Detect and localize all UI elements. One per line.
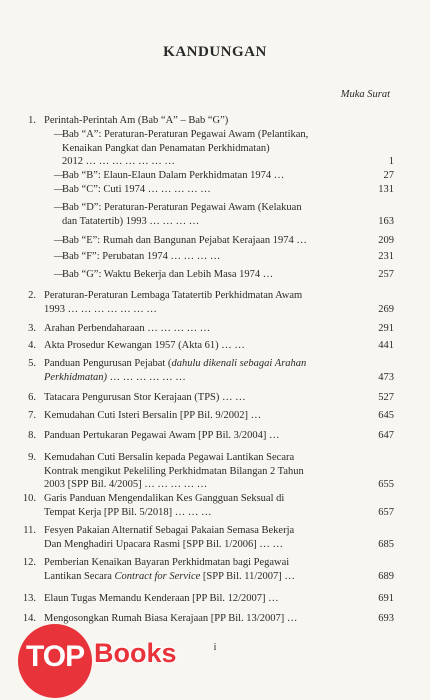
toc-entry-line: Bab “D”: Peraturan-Peraturan Pegawai Awam (Kelakuan <box>62 202 302 213</box>
toc-entry-title <box>44 451 354 492</box>
toc-entry-number: 11. <box>23 525 36 536</box>
toc-entry-line: Tempat Kerja [PP Bil. 5/2018] … … … <box>44 506 212 518</box>
column-header-page: Muka Surat <box>340 89 390 100</box>
page-title: KANDUNGAN <box>163 44 267 60</box>
watermark-top-text: TOP <box>26 640 85 673</box>
toc-entry-dash: — <box>54 202 65 213</box>
topbooks-watermark <box>12 622 202 688</box>
toc-entry-title <box>44 524 354 551</box>
toc-entry-title <box>62 234 354 248</box>
toc-entry-title <box>44 429 354 443</box>
toc-entry-page: 691 <box>378 593 394 604</box>
toc-entry-number: 13. <box>22 593 36 604</box>
toc-entry-page: 473 <box>378 371 394 383</box>
toc-entry-number: 1. <box>28 115 36 126</box>
toc-entry-dash: — <box>54 269 65 280</box>
toc-entry-title <box>44 322 354 336</box>
toc-entry-page: 27 <box>383 170 394 181</box>
toc-entry-line: Bab “G”: Waktu Bekerja dan Lebih Masa 1974 … <box>62 269 274 280</box>
toc-entry-line: 2012 … … … … … … … <box>62 156 175 167</box>
toc-entry-line: Elaun Tugas Memandu Kenderaan [PP Bil. 12/2007] … <box>44 593 279 604</box>
toc-entry-page: 655 <box>378 479 394 490</box>
toc-entry-title <box>44 391 354 405</box>
toc-entry-line: Garis Panduan Mengendalikan Kes Gangguan Seksual di <box>44 493 285 504</box>
toc-entry-page: 441 <box>378 340 394 351</box>
toc-entry-line: 2003 [SPP Bil. 4/2005] … … … … … <box>44 479 208 490</box>
footer-page-number: i <box>213 642 217 653</box>
toc-entry-line: Kontrak mengikut Pekeliling Perkhidmatan Bilangan 2 Tahun <box>44 465 304 477</box>
toc-entry-line: Peraturan-Peraturan Lembaga Tatatertib Perkhidmatan Awam <box>44 290 303 301</box>
toc-entry-number: 8. <box>28 430 36 441</box>
toc-entry-line: Fesyen Pakaian Alternatif Sebagai Pakaian Semasa Bekerja <box>44 525 295 536</box>
toc-entry-number: 14. <box>22 613 36 624</box>
toc-entry-dash: — <box>54 251 65 262</box>
toc-entry-number: 4. <box>28 340 36 351</box>
toc-entry-page: 645 <box>378 410 394 421</box>
toc-entry-title <box>44 357 354 384</box>
toc-entry-title <box>62 183 354 197</box>
toc-entry-page: 209 <box>378 235 394 246</box>
toc-entry-line: Bab “B”: Elaun-Elaun Dalam Perkhidmatan 1974 … <box>62 170 285 181</box>
toc-entry-line: Pemberian Kenaikan Bayaran Perkhidmatan bagi Pegawai <box>44 557 290 568</box>
toc-entry-dash: — <box>54 170 65 181</box>
toc-entry-page: 257 <box>378 269 394 280</box>
toc-entry-page: 291 <box>378 323 394 334</box>
toc-entry-line: Kemudahan Cuti Isteri Bersalin [PP Bil. 9/2002] … <box>44 410 262 421</box>
toc-entry-page: 163 <box>378 215 394 227</box>
toc-entry-number: 7. <box>28 410 36 421</box>
toc-entry-title <box>62 128 354 169</box>
toc-entry-line: Bab “A”: Peraturan-Peraturan Pegawai Awam (Pelantikan, <box>62 129 309 140</box>
toc-entry-page: 693 <box>378 613 394 624</box>
toc-entry-page: 1 <box>388 156 394 167</box>
toc-entry-title <box>44 556 354 583</box>
toc-entry-line: Lantikan Secara Contract for Service [SPP Bil. 11/2007] … <box>44 570 295 582</box>
toc-entry-title <box>62 169 354 183</box>
toc-entry-line: Bab “F”: Perubatan 1974 … … … … <box>62 251 221 262</box>
toc-entry-page: 657 <box>378 506 394 518</box>
toc-entry-page: 269 <box>378 303 394 315</box>
toc-entry-line: dan Tatatertib) 1993 … … … … <box>62 215 200 227</box>
toc-entry-title <box>44 114 354 128</box>
toc-entry-line: Kenaikan Pangkat dan Penamatan Perkhidmatan) <box>62 142 270 154</box>
toc-entry-number: 5. <box>28 358 36 369</box>
toc-entry-page: 527 <box>378 392 394 403</box>
toc-entry-line: 1993 … … … … … … … <box>44 303 157 315</box>
toc-entry-number: 6. <box>28 392 36 403</box>
toc-entry-page: 685 <box>378 538 394 550</box>
toc-entry-line: Panduan Pertukaran Pegawai Awam [PP Bil. 3/2004] … <box>44 430 280 441</box>
toc-entry-line: Bab “C”: Cuti 1974 … … … … … <box>62 184 211 195</box>
toc-entry-dash: — <box>54 129 65 140</box>
toc-entry-title <box>44 409 354 423</box>
toc-entry-line: Perintah-Perintah Am (Bab “A” – Bab “G”) <box>44 115 229 126</box>
toc-entry-page: 647 <box>378 430 394 441</box>
toc-entry-title <box>62 268 354 282</box>
toc-entry-line: Akta Prosedur Kewangan 1957 (Akta 61) … … <box>44 340 245 351</box>
toc-entry-line: Dan Menghadiri Upacara Rasmi [SPP Bil. 1/2006] … … <box>44 538 284 550</box>
toc-entry-line: Kemudahan Cuti Bersalin kepada Pegawai Lantikan Secara <box>44 452 295 463</box>
toc-entry-dash: — <box>54 184 65 195</box>
toc-entry-title <box>62 250 354 264</box>
toc-entry-line: Arahan Perbendaharaan … … … … … <box>44 323 211 334</box>
toc-entry-number: 10. <box>22 493 36 504</box>
toc-entry-line: Panduan Pengurusan Pejabat (dahulu dikenali sebagai Arahan <box>44 358 307 369</box>
toc-entry-number: 2. <box>28 290 36 301</box>
toc-entry-number: 12. <box>22 557 36 568</box>
toc-entry-line: Perkhidmatan) … … … … … … <box>44 371 186 383</box>
toc-entry-number: 9. <box>28 452 36 463</box>
watermark-books-text: Books <box>94 638 177 668</box>
toc-entry-page: 131 <box>378 184 394 195</box>
toc-entry-page: 689 <box>378 570 394 582</box>
toc-entry-line: Bab “E”: Rumah dan Bangunan Pejabat Kerajaan 1974 … <box>62 235 307 246</box>
toc-entry-line: Tatacara Pengurusan Stor Kerajaan (TPS) … … <box>44 392 246 403</box>
toc-entry-title <box>44 289 354 316</box>
toc-entry-title <box>62 201 354 228</box>
toc-entry-number: 3. <box>28 323 36 334</box>
toc-entry-title <box>44 339 354 353</box>
toc-entry-title <box>44 492 354 519</box>
toc-entry-dash: — <box>54 235 65 246</box>
toc-entry-title <box>44 592 354 606</box>
toc-entry-page: 231 <box>378 251 394 262</box>
toc-entry-line: Mengosongkan Rumah Biasa Kerajaan [PP Bil. 13/2007] … <box>44 613 298 624</box>
